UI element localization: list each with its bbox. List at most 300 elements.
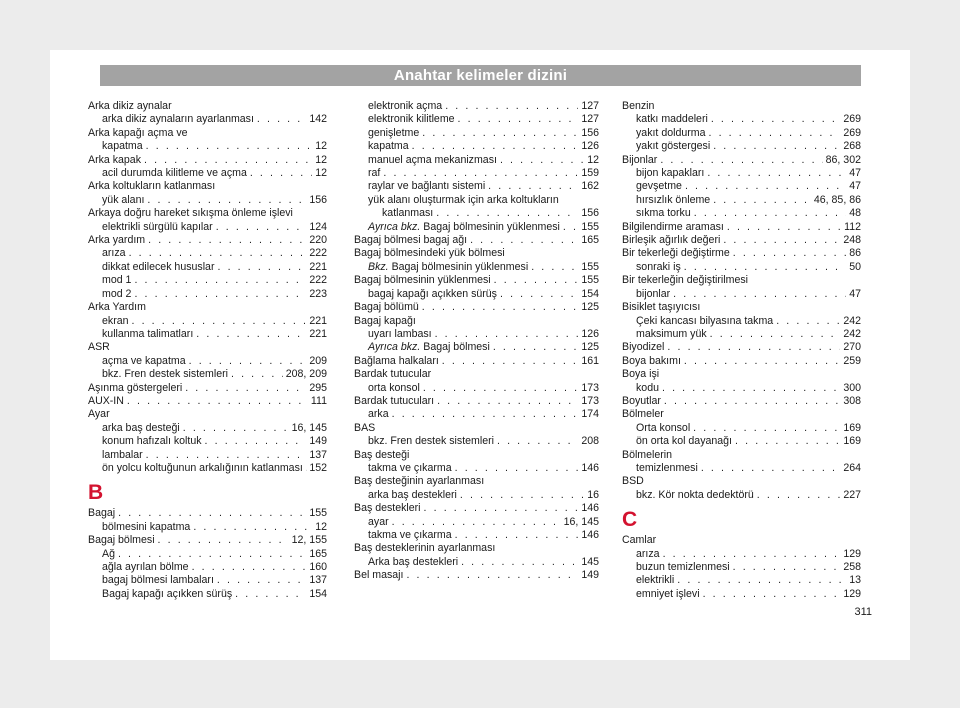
dot-leader xyxy=(146,449,307,462)
dot-leader xyxy=(118,548,306,561)
index-entry xyxy=(622,548,861,561)
index-entry xyxy=(354,462,599,475)
index-entry-term: bkz. Fren destek sistemleri xyxy=(368,435,494,448)
index-entry-page: 162 xyxy=(581,180,599,193)
index-entry-term-text: Bagaj bölmesinin yüklenmesi xyxy=(391,260,529,273)
index-entry xyxy=(88,507,327,520)
dot-leader xyxy=(694,207,846,220)
index-entry-term: arka baş destekleri xyxy=(368,488,457,501)
index-entry-term: sıkma torku xyxy=(636,207,691,220)
index-entry-page: 146 xyxy=(581,529,599,541)
index-entry-page: 221 xyxy=(309,314,327,327)
dot-leader xyxy=(148,234,306,247)
index-entry xyxy=(354,516,599,529)
index-entry xyxy=(622,261,861,274)
index-heading: Bir tekerleğin değiştirilmesi xyxy=(622,274,748,287)
index-heading: Bagaj kapağı xyxy=(354,314,416,327)
index-heading: Arka dikiz aynalar xyxy=(88,100,172,112)
index-entry-term: dikkat edilecek hususlar xyxy=(102,260,215,273)
index-entry xyxy=(88,113,327,126)
index-entry-page: 112 xyxy=(844,220,861,233)
dot-leader xyxy=(497,435,578,448)
dot-leader xyxy=(134,288,306,301)
index-entry-term: kodu xyxy=(636,381,659,394)
index-entry-page: 129 xyxy=(843,547,861,560)
index-entry-page: 142 xyxy=(309,113,327,126)
index-entry-see-also: Ayrıca bkz. xyxy=(368,341,421,354)
index-entry-term: kapatma xyxy=(102,140,143,153)
index-entry xyxy=(88,521,327,534)
index-entry-page: 155 xyxy=(581,220,599,233)
index-entry xyxy=(354,489,599,502)
dot-leader xyxy=(703,588,841,601)
index-entry-page: 242 xyxy=(843,327,861,340)
index-entry xyxy=(354,328,599,341)
index-entry-page: 209 xyxy=(309,354,327,367)
index-entry-term-text: Bagaj bölmesinin yüklenmesi xyxy=(423,220,560,233)
index-heading: ASR xyxy=(88,341,110,354)
index-entry-page: 208, 209 xyxy=(285,368,327,381)
index-entry xyxy=(622,561,861,574)
dot-leader xyxy=(455,529,579,542)
dot-leader xyxy=(500,288,578,301)
index-entry-term: bijon kapakları xyxy=(636,167,705,180)
index-entry xyxy=(622,315,861,328)
index-entry-page: 155 xyxy=(309,507,327,520)
index-entry-term: takma ve çıkarma xyxy=(368,529,452,541)
dot-leader xyxy=(455,462,579,475)
index-entry xyxy=(354,207,599,220)
dot-leader xyxy=(147,194,306,207)
dot-leader xyxy=(436,207,578,220)
index-entry-page: 12, 155 xyxy=(291,534,327,547)
index-entry xyxy=(88,288,327,301)
section-letter: B xyxy=(88,481,104,505)
index-entry-page: 47 xyxy=(849,180,861,193)
index-entry-term: Bagaj bölmesi bagaj ağı xyxy=(354,234,468,247)
section-letter: C xyxy=(622,508,638,532)
index-entry xyxy=(622,221,861,234)
dot-leader xyxy=(710,328,841,341)
dot-leader xyxy=(458,113,579,126)
index-entry xyxy=(88,167,327,180)
index-heading: Bölmelerin xyxy=(622,448,673,461)
index-entry-term: yakıt göstergesi xyxy=(636,140,711,153)
index-entry xyxy=(622,435,861,448)
index-entry-term: arka xyxy=(368,408,389,421)
index-entry-term: arıza xyxy=(102,247,126,260)
index-entry-term: Bagaj bölümü xyxy=(354,301,419,314)
index-entry xyxy=(88,274,327,287)
index-entry-term: maksimum yük xyxy=(636,327,707,340)
index-entry-term: temizlenmesi xyxy=(636,461,698,474)
index-entry-page: 155 xyxy=(581,260,599,273)
dot-leader xyxy=(437,395,578,408)
index-entry xyxy=(354,382,599,395)
index-entry xyxy=(88,194,327,207)
index-entry-term: raylar ve bağlantı sistemi xyxy=(368,180,486,193)
index-entry-term: Aşınma göstergeleri xyxy=(88,381,183,394)
index-entry-page: 174 xyxy=(581,408,599,421)
index-entry xyxy=(354,395,599,408)
index-entry-term: genişletme xyxy=(368,126,420,139)
index-entry xyxy=(622,422,861,435)
index-entry-term: raf xyxy=(368,167,381,180)
index-entry-term: Birleşik ağırlık değeri xyxy=(622,234,721,247)
index-entry-term: Bağlama halkaları xyxy=(354,354,439,367)
index-entry xyxy=(88,247,327,260)
dot-leader xyxy=(660,154,822,167)
index-entry-page: 16 xyxy=(587,488,599,501)
index-entry-term: Boyutlar xyxy=(622,394,661,407)
dot-leader xyxy=(713,140,840,153)
index-entry-term: Boya bakımı xyxy=(622,354,681,367)
index-entry-term: mod 2 xyxy=(102,287,132,300)
index-entry xyxy=(88,435,327,448)
index-entry xyxy=(354,435,599,448)
index-heading: Ayar xyxy=(88,408,110,421)
index-entry xyxy=(622,127,861,140)
dot-leader xyxy=(673,288,846,301)
index-entry-page: 16, 145 xyxy=(563,515,599,528)
index-entry-term: Bagaj xyxy=(88,507,116,520)
index-heading: Baş desteği xyxy=(354,448,410,461)
dot-leader xyxy=(663,548,841,561)
index-entry-term: emniyet işlevi xyxy=(636,587,700,600)
index-entry-term: hırsızlık önleme xyxy=(636,193,711,206)
index-entry-term: buzun temizlenmesi xyxy=(636,561,730,573)
dot-leader xyxy=(406,569,578,582)
dot-leader xyxy=(192,561,307,574)
index-entry xyxy=(622,247,861,260)
index-entry-term: Bagaj bölmesi xyxy=(88,534,155,547)
dot-leader xyxy=(667,341,840,354)
index-entry-term: bölmesini kapatma xyxy=(102,520,191,533)
index-entry-term: kapatma xyxy=(368,140,409,153)
index-entry-term: açma ve kapatma xyxy=(102,354,186,367)
dot-leader xyxy=(707,167,846,180)
index-entry-page: 173 xyxy=(581,394,599,407)
index-entry xyxy=(354,180,599,193)
index-entry-term: yakıt doldurma xyxy=(636,126,706,139)
index-entry-page: 146 xyxy=(581,502,599,515)
dot-leader xyxy=(424,502,579,515)
dot-leader xyxy=(412,140,579,153)
dot-leader xyxy=(727,221,841,234)
index-entry-page: 248 xyxy=(843,234,861,247)
index-entry-term: yük alanı xyxy=(102,193,145,206)
dot-leader xyxy=(196,328,306,341)
index-entry xyxy=(88,548,327,561)
index-entry-term: mod 1 xyxy=(102,274,132,287)
index-entry xyxy=(354,127,599,140)
index-entry xyxy=(622,207,861,220)
index-heading: Bardak tutucular xyxy=(354,368,432,381)
dot-leader xyxy=(185,382,306,395)
index-entry xyxy=(354,274,599,287)
index-heading: Bagaj bölmesindeki yük bölmesi xyxy=(354,247,505,260)
index-entry-term: konum hafızalı koltuk xyxy=(102,435,202,448)
index-entry-term: kullanma talimatları xyxy=(102,327,194,340)
index-entry-see-also: Bkz. xyxy=(368,260,389,273)
dot-leader xyxy=(193,521,312,534)
index-entry-page: 12 xyxy=(315,520,327,533)
dot-leader xyxy=(129,247,307,260)
index-entry xyxy=(622,574,861,587)
dot-leader xyxy=(460,489,584,502)
index-entry-term: sonraki iş xyxy=(636,260,681,273)
index-entry-term: gevşetme xyxy=(636,180,682,193)
dot-leader xyxy=(735,435,840,448)
index-entry-page: 111 xyxy=(310,394,327,407)
index-entry-page: 269 xyxy=(843,113,861,126)
index-entry-page: 12 xyxy=(315,167,327,180)
index-entry xyxy=(354,569,599,582)
index-entry-page: 146 xyxy=(581,461,599,474)
dot-leader xyxy=(531,261,578,274)
index-entry-page: 12 xyxy=(315,153,327,166)
index-column-2 xyxy=(354,100,599,583)
dot-leader xyxy=(708,127,840,140)
index-entry xyxy=(354,221,599,234)
dot-leader xyxy=(132,315,307,328)
index-entry-page: 137 xyxy=(309,448,327,461)
index-entry xyxy=(88,154,327,167)
index-entry-page: 165 xyxy=(581,234,599,247)
index-entry-page: 129 xyxy=(843,587,861,600)
index-entry-term: lambalar xyxy=(102,448,143,461)
index-entry-page: 154 xyxy=(309,587,327,600)
dot-leader xyxy=(684,261,846,274)
index-entry-page: 127 xyxy=(581,113,599,126)
index-entry xyxy=(354,355,599,368)
index-entry xyxy=(622,588,861,601)
index-entry xyxy=(354,502,599,515)
index-entry-term: bkz. Fren destek sistemleri xyxy=(102,368,228,381)
index-entry xyxy=(88,328,327,341)
index-entry-term: bagaj kapağı açıkken sürüş xyxy=(368,287,497,300)
index-heading: Camlar xyxy=(622,534,657,547)
dot-leader xyxy=(392,516,561,529)
index-heading: Arka kapağı açma ve xyxy=(88,126,188,139)
index-entry-term: katkı maddeleri xyxy=(636,113,708,126)
dot-leader xyxy=(189,355,307,368)
dot-leader xyxy=(713,194,811,207)
index-entry-term: Biyodizel xyxy=(622,341,665,354)
index-entry-term: bkz. Kör nokta dedektörü xyxy=(636,488,754,501)
dot-leader xyxy=(127,395,308,408)
index-heading: yük alanı oluşturmak için arka koltukların xyxy=(368,193,559,206)
dot-leader xyxy=(235,588,306,601)
dot-leader xyxy=(257,113,306,126)
index-entry-term xyxy=(368,341,490,354)
dot-leader xyxy=(684,355,840,368)
dot-leader xyxy=(205,435,307,448)
index-entry-term: elektronik açma xyxy=(368,100,443,112)
dot-leader xyxy=(118,507,306,520)
index-entry-page: 222 xyxy=(309,274,327,287)
index-entry-term: arka baş desteği xyxy=(102,421,180,434)
index-entry-page: 149 xyxy=(309,435,327,448)
index-entry-page: 156 xyxy=(581,126,599,139)
index-entry-page: 156 xyxy=(309,193,327,206)
index-entry-page: 169 xyxy=(843,435,861,448)
index-entry xyxy=(354,301,599,314)
index-entry-term: Bir tekerleği değiştirme xyxy=(622,247,730,260)
index-heading: Baş desteğinin ayarlanması xyxy=(354,475,485,488)
dot-leader xyxy=(488,180,578,193)
index-entry-term: ön orta kol dayanağı xyxy=(636,435,733,448)
index-entry-term-text: Bagaj bölmesi xyxy=(423,341,490,354)
index-entry-page: 126 xyxy=(581,140,599,153)
index-entry-term: arka dikiz aynaların ayarlanması xyxy=(102,113,254,126)
index-entry-term: Bagaj kapağı açıkken sürüş xyxy=(102,587,233,600)
index-entry-term: ayar xyxy=(368,515,389,528)
index-entry-term: Orta konsol xyxy=(636,421,691,434)
index-entry-page: 270 xyxy=(843,341,861,354)
index-entry-page: 208 xyxy=(581,435,599,448)
index-entry-page: 159 xyxy=(581,167,599,180)
index-entry-see-also: Ayrıca bkz. xyxy=(368,220,421,233)
index-entry-term: arıza xyxy=(636,547,660,560)
index-entry xyxy=(622,382,861,395)
index-entry xyxy=(622,395,861,408)
index-entry-term xyxy=(368,261,528,274)
index-entry-page: 161 xyxy=(581,354,599,367)
index-entry-term xyxy=(368,221,560,234)
index-heading: BSD xyxy=(622,475,644,488)
index-entry-page: 16, 145 xyxy=(291,421,327,434)
index-entry-page: 154 xyxy=(581,287,599,300)
index-entry-page: 155 xyxy=(581,274,599,287)
dot-leader xyxy=(231,368,283,381)
index-entry-term: Ağ xyxy=(102,547,115,560)
dot-leader xyxy=(158,534,289,547)
index-entry xyxy=(354,261,599,274)
index-entry-page: 145 xyxy=(581,555,599,568)
dot-leader xyxy=(217,574,306,587)
dot-leader xyxy=(723,234,840,247)
index-entry-page: 127 xyxy=(581,100,599,112)
index-entry xyxy=(88,382,327,395)
index-entry-page: 308 xyxy=(843,394,861,407)
index-entry-term: Çeki kancası bilyasına takma xyxy=(636,314,774,327)
index-entry-page: 242 xyxy=(843,314,861,327)
index-entry-page: 259 xyxy=(843,354,861,367)
dot-leader xyxy=(500,154,584,167)
page-number: 311 xyxy=(854,606,872,618)
dot-leader xyxy=(216,221,307,234)
index-entry-page: 47 xyxy=(849,167,861,180)
dot-leader xyxy=(422,301,579,314)
index-entry-page: 227 xyxy=(843,488,861,501)
dot-leader xyxy=(701,462,840,475)
index-entry-page: 258 xyxy=(843,561,861,573)
index-entry-page: 12 xyxy=(315,140,327,153)
dot-leader xyxy=(693,422,840,435)
index-entry xyxy=(88,588,327,601)
index-entry-page: 156 xyxy=(581,207,599,220)
index-entry xyxy=(622,180,861,193)
index-entry xyxy=(88,221,327,234)
index-entry xyxy=(88,395,327,408)
dot-leader xyxy=(662,382,840,395)
index-heading: Bisiklet taşıyıcısı xyxy=(622,301,701,314)
index-entry-term: Bel masajı xyxy=(354,569,404,582)
index-entry xyxy=(354,140,599,153)
index-entry-page: 221 xyxy=(309,327,327,340)
index-entry xyxy=(88,315,327,328)
index-entry-term: Baş destekleri xyxy=(354,502,421,515)
dot-leader xyxy=(445,100,578,113)
index-entry-page: 48 xyxy=(849,207,861,220)
index-entry xyxy=(88,561,327,574)
index-entry-term: orta konsol xyxy=(368,381,420,394)
index-entry xyxy=(622,355,861,368)
index-entry-term: acil durumda kilitleme ve açma xyxy=(102,167,247,180)
dot-leader xyxy=(493,341,579,354)
index-entry-term: Bagaj bölmesinin yüklenmesi xyxy=(354,274,491,287)
index-entry-term: Arka baş destekleri xyxy=(368,555,459,568)
index-entry-page: 46, 85, 86 xyxy=(813,193,861,206)
dot-leader xyxy=(494,274,579,287)
index-entry xyxy=(88,449,327,462)
dot-leader xyxy=(685,180,846,193)
dot-leader xyxy=(776,315,840,328)
dot-leader xyxy=(664,395,840,408)
index-entry-page: 125 xyxy=(581,301,599,314)
index-entry xyxy=(622,489,861,502)
index-entry-page: 152 xyxy=(309,461,327,474)
index-entry-page: 300 xyxy=(843,381,861,394)
index-entry-page: 173 xyxy=(581,381,599,394)
index-entry xyxy=(88,422,327,435)
index-entry xyxy=(354,529,599,542)
index-entry xyxy=(622,167,861,180)
index-heading: Benzin xyxy=(622,100,655,112)
index-entry-page: 149 xyxy=(581,569,599,582)
index-entry-page: 169 xyxy=(843,421,861,434)
index-heading: Arka koltukların katlanması xyxy=(88,180,216,193)
index-entry xyxy=(88,140,327,153)
index-entry-term: katlanması xyxy=(382,207,434,220)
index-entry-term: Arka yardım xyxy=(88,234,146,247)
dot-leader xyxy=(146,140,313,153)
index-entry-page: 124 xyxy=(309,220,327,233)
index-entry xyxy=(622,288,861,301)
index-entry-term: ön yolcu koltuğunun arkalığının katlanması xyxy=(102,461,303,474)
index-entry-page: 269 xyxy=(843,126,861,139)
index-heading: Boya işi xyxy=(622,368,660,381)
dot-leader xyxy=(442,355,579,368)
dot-leader xyxy=(217,261,306,274)
index-entry-term: uyarı lambası xyxy=(368,327,432,340)
index-page xyxy=(50,50,910,660)
index-entry-term: elektronik kilitleme xyxy=(368,113,455,126)
index-entry-page: 137 xyxy=(309,574,327,587)
index-heading: BAS xyxy=(354,421,376,434)
index-entry-page: 12 xyxy=(587,153,599,166)
index-entry xyxy=(88,574,327,587)
dot-leader xyxy=(134,274,306,287)
index-entry xyxy=(88,534,327,547)
index-entry-page: 220 xyxy=(309,234,327,247)
dot-leader xyxy=(757,489,841,502)
index-entry-term: ağla ayrılan bölme xyxy=(102,561,189,573)
index-entry xyxy=(354,234,599,247)
index-entry xyxy=(622,341,861,354)
dot-leader xyxy=(183,422,289,435)
